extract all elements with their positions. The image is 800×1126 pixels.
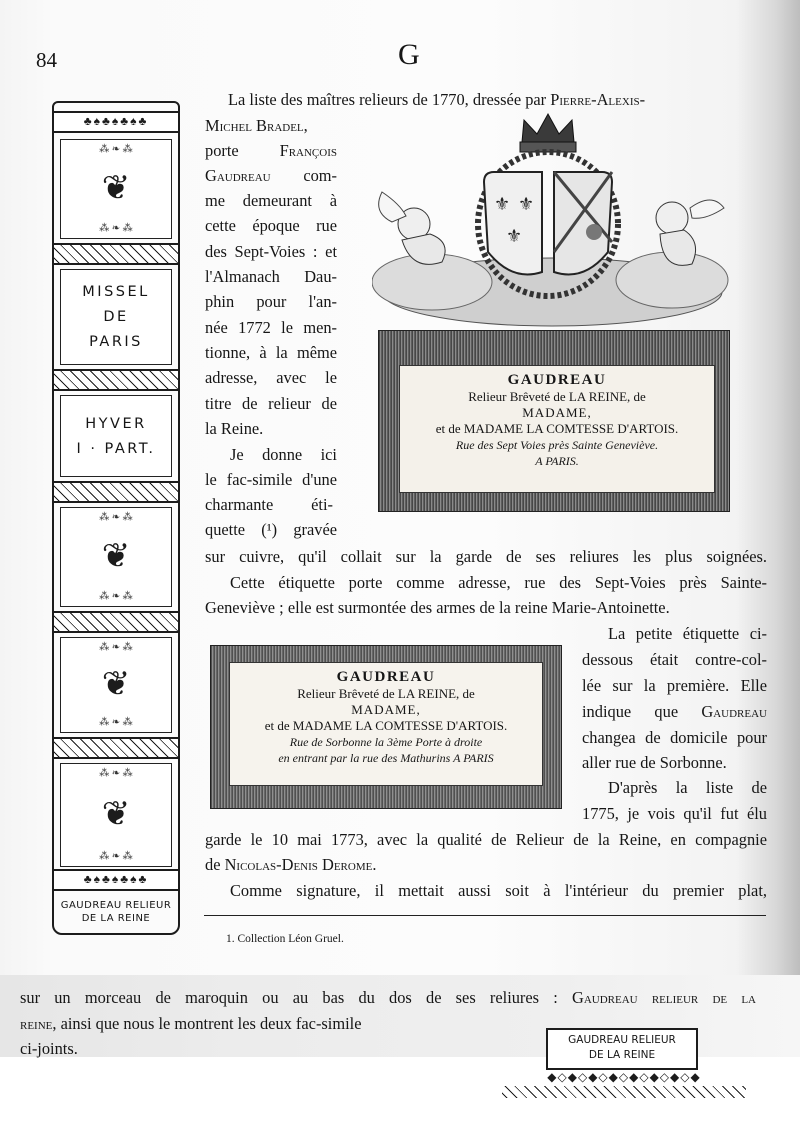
text-line: dessous était contre-col- xyxy=(582,650,767,669)
spine-floral-panel xyxy=(60,507,172,607)
text-line: D'après la liste de xyxy=(608,778,767,797)
royal-arms-crest-icon xyxy=(372,112,730,332)
text-line: me demeurant à xyxy=(205,191,337,210)
flower-sprig-icon: ⁂ ❧ ⁂ ❦ xyxy=(101,796,131,833)
label-2-address: Rue de Sorbonne la 3ème Porte à droite xyxy=(289,735,483,749)
engraved-label-1 xyxy=(399,365,715,493)
engraved-label-2 xyxy=(229,662,543,786)
text-line: le fac-simile d'une xyxy=(205,470,337,489)
stamp-ornament-band xyxy=(502,1070,746,1100)
label-1-line: et de MADAME LA COMTESSE D'ARTOIS. xyxy=(435,421,679,436)
flower-sprig-icon: ⁂ ❧ ⁂ ❦ xyxy=(101,666,131,703)
text-line: sur cuivre, qu'il collait sur la garde de ses reliures les plus soignées. xyxy=(205,547,767,566)
spine-title-line: PARIS xyxy=(89,334,143,350)
text-line: sur un morceau de maroquin ou au bas du dos de ses reliures : Gaudreau relieur de la xyxy=(20,988,756,1007)
svg-text:⚜: ⚜ xyxy=(506,226,523,246)
text-line: phin pour l'an- xyxy=(205,292,337,311)
footnote: 1. Collection Léon Gruel. xyxy=(226,933,344,945)
spine-volume-line: I · PART. xyxy=(76,441,156,457)
svg-text:⚜: ⚜ xyxy=(494,194,511,214)
text-line: porte François xyxy=(205,141,337,160)
text-line: quette (¹) gravée xyxy=(205,520,337,539)
spine-band xyxy=(54,611,178,633)
text-line: Michel Bradel, xyxy=(205,116,308,135)
text-line: l'Almanach Dau- xyxy=(205,267,337,286)
text-line: La liste des maîtres relieurs de 1770, dressée par Pierre-Alexis- xyxy=(228,90,646,109)
spine-floral-panel xyxy=(60,763,172,867)
spine-floral-panel xyxy=(60,637,172,733)
spine-floral-panel xyxy=(60,139,172,239)
spine-title-panel xyxy=(60,269,172,365)
label-2-address: en entrant par la rue des Mathurins A PARIS xyxy=(278,751,494,765)
text-line: garde le 10 mai 1773, avec la qualité de Relieur de la Reine, en compagnie xyxy=(205,830,767,849)
label-1-city: A PARIS. xyxy=(535,454,579,468)
book-spine-illustration xyxy=(52,101,180,935)
text-line: 1775, je vois qu'il fut élu xyxy=(582,804,767,823)
label-plinth xyxy=(378,330,730,512)
text-line: Je donne ici xyxy=(230,445,337,464)
text-line: des Sept-Voies : et xyxy=(205,242,337,261)
svg-text:⚜: ⚜ xyxy=(518,194,535,214)
text-line: cette époque rue xyxy=(205,216,337,235)
spine-foot-line: GAUDREAU RELIEUR xyxy=(60,900,172,911)
label-1-address: Rue des Sept Voies près Sainte Geneviève. xyxy=(455,438,659,452)
text-line: la Reine. xyxy=(205,419,264,438)
text-line: titre de relieur de xyxy=(205,394,337,413)
running-head: G xyxy=(398,38,420,71)
text-line: lée sur la première. Elle xyxy=(582,676,767,695)
page-number: 84 xyxy=(36,48,57,72)
label-2-line: MADAME, xyxy=(351,702,421,717)
text-line: Comme signature, il mettait aussi soit à l'intérieur du premier plat, xyxy=(230,881,767,900)
spine-volume-panel xyxy=(60,395,172,477)
text-line: ci-joints. xyxy=(20,1039,78,1058)
label-1-line: Relieur Brêveté de LA REINE, de xyxy=(468,389,646,404)
text-line: Cette étiquette porte comme adresse, rue des Sept-Voies près Sainte- xyxy=(230,573,767,592)
label-2-line: et de MADAME LA COMTESSE D'ARTOIS. xyxy=(264,718,508,733)
spine-ornament-band xyxy=(54,111,178,133)
spine-title-line: DE xyxy=(103,309,129,325)
stamp-line: GAUDREAU RELIEUR xyxy=(568,1034,676,1046)
text-line: de Nicolas-Denis Derome. xyxy=(205,855,377,874)
text-line: Gaudreau com- xyxy=(205,166,337,185)
text-line: adresse, avec le xyxy=(205,368,337,387)
text-line: tionne, à la même xyxy=(205,343,337,362)
label-1-name: GAUDREAU xyxy=(507,372,607,388)
spine-title-line: MISSEL xyxy=(82,284,150,300)
binder-stamp xyxy=(546,1028,698,1070)
flower-sprig-icon: ⁂ ❧ ⁂ ❦ xyxy=(101,538,131,575)
stamp-line: DE LA REINE xyxy=(588,1049,656,1061)
spine-ornament-band xyxy=(54,869,178,891)
text-line: aller rue de Sorbonne. xyxy=(582,753,727,772)
text-line: La petite étiquette ci- xyxy=(608,624,767,643)
spine-band xyxy=(54,737,178,759)
spine-foot-label xyxy=(58,899,174,925)
label-2-line: Relieur Brêveté de LA REINE, de xyxy=(297,686,475,701)
spine-band xyxy=(54,369,178,391)
spine-foot-line: DE LA REINE xyxy=(81,913,151,924)
text-line: née 1772 le men- xyxy=(205,318,337,337)
spine-band xyxy=(54,243,178,265)
text-line: changea de domicile pour xyxy=(582,728,767,747)
text-line: reine, ainsi que nous le montrent les deux fac-simile xyxy=(20,1014,362,1033)
flower-sprig-icon: ⁂ ❧ ⁂ ❦ xyxy=(101,170,131,207)
text-line: Geneviève ; elle est surmontée des armes de la reine Marie-Antoinette. xyxy=(205,598,670,617)
text-line: charmante éti- xyxy=(205,495,333,514)
label-2-frame xyxy=(210,645,562,809)
label-2-name: GAUDREAU xyxy=(336,669,436,685)
text-line: indique que Gaudreau xyxy=(582,702,767,721)
label-1-line: MADAME, xyxy=(522,405,592,420)
footnote-rule xyxy=(204,915,766,916)
spine-band xyxy=(54,481,178,503)
spine-volume-line: HYVER xyxy=(85,416,147,432)
